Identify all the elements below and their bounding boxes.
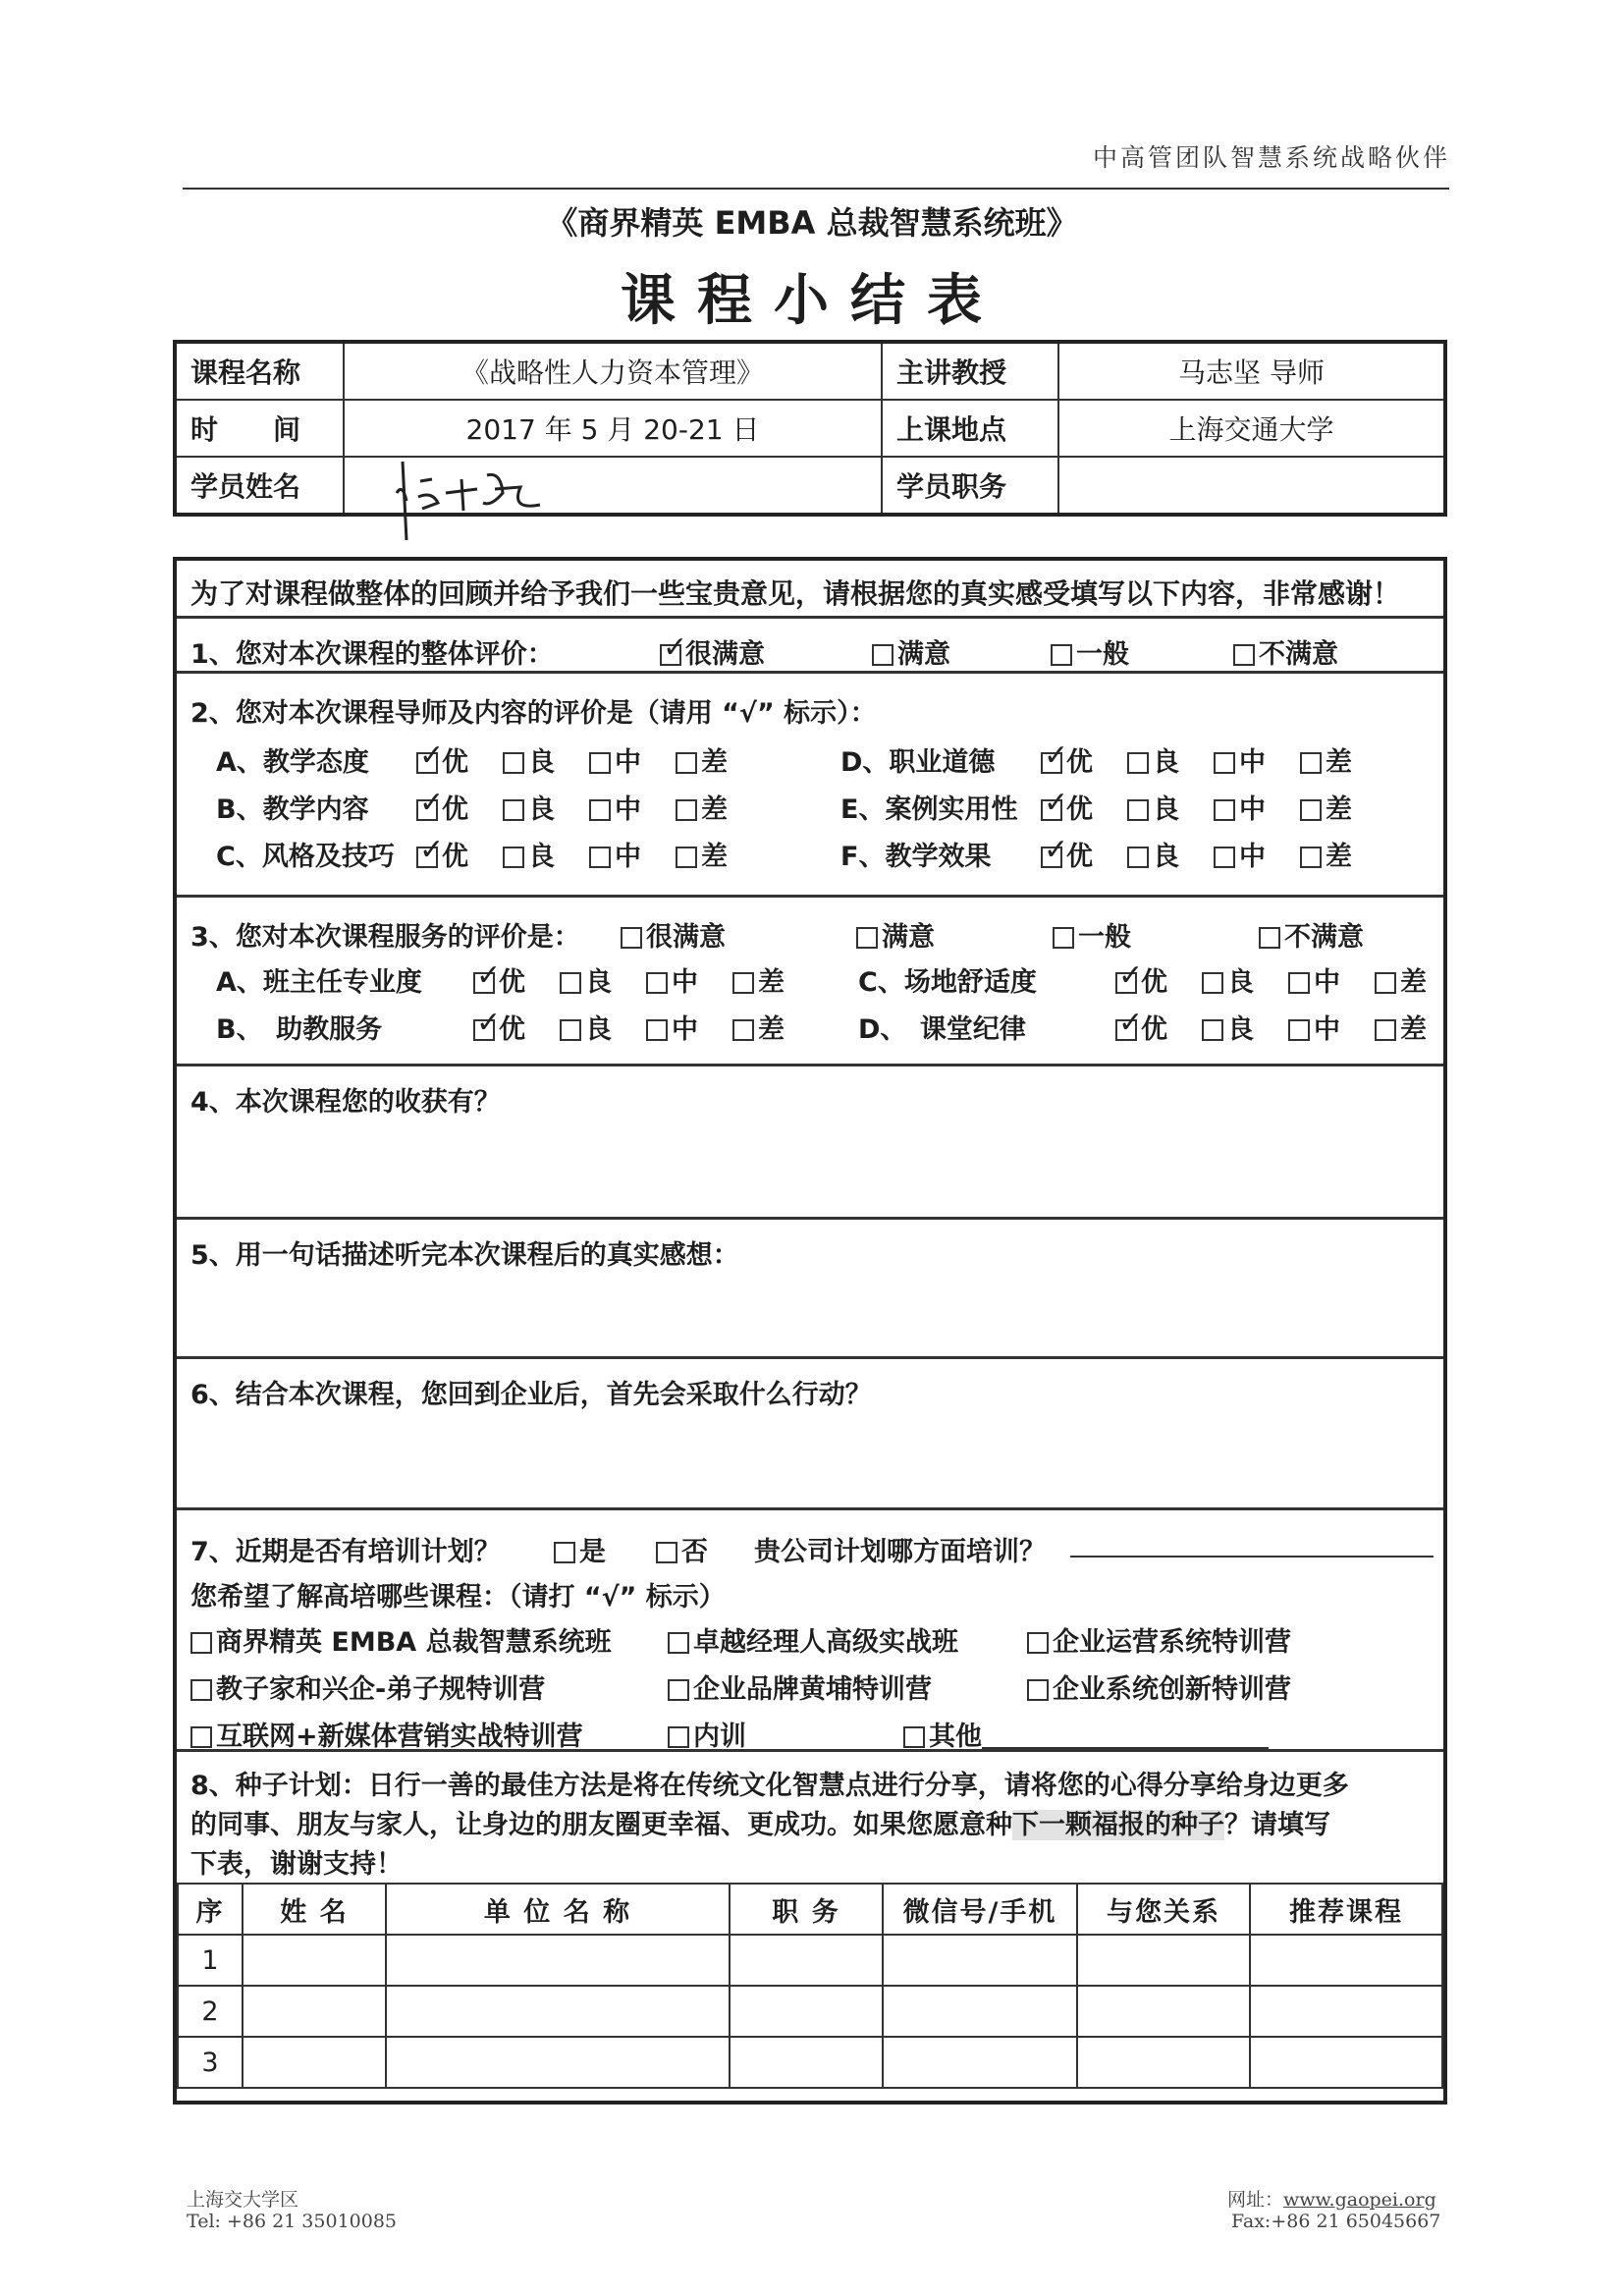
checkbox-icon[interactable] [668, 1679, 689, 1701]
footer-tel: Tel: +86 21 35010085 [187, 2211, 398, 2232]
survey-form [173, 557, 1447, 2105]
course-option[interactable]: 企业运营系统特训营 [1027, 1620, 1291, 1659]
referral-input-cell[interactable] [883, 2037, 1077, 2088]
referral-header-cell: 职 务 [730, 1884, 883, 1935]
checkbox-icon[interactable] [1127, 752, 1149, 774]
course-option[interactable]: 卓越经理人高级实战班 [668, 1620, 958, 1659]
checkbox-icon[interactable] [1300, 752, 1322, 774]
referral-input-cell[interactable] [1250, 1986, 1442, 2037]
referral-input-cell[interactable] [1250, 2037, 1442, 2088]
checkbox-icon[interactable] [676, 847, 697, 868]
q1-option-unsatisfied[interactable]: 不满意 [1233, 632, 1338, 671]
q2-grade-option[interactable]: 中 [1214, 835, 1300, 873]
checkbox-icon[interactable] [668, 1726, 689, 1748]
q7-wish-text: 您希望了解高培哪些课程：（请打 “√” 标示） [190, 1582, 726, 1613]
checkbox-checked-icon[interactable] [660, 644, 681, 666]
table-row [178, 1986, 1442, 2037]
lecturer-value: 马志坚 导师 [1058, 342, 1445, 400]
location-label: 上课地点 [882, 400, 1058, 457]
q2-grade-option[interactable]: ✓ 优 [416, 835, 503, 873]
checkbox-icon[interactable] [1127, 799, 1149, 821]
referral-input-cell[interactable] [386, 2037, 730, 2088]
q3-grade-option[interactable]: 良 [1202, 960, 1288, 999]
course-option[interactable]: 内训 [668, 1715, 746, 1753]
checkbox-icon[interactable] [676, 752, 697, 774]
q3-grade-option[interactable]: 中 [646, 1008, 732, 1046]
q2-item-label: A、教学态度 [216, 747, 369, 778]
checkbox-checked-icon[interactable] [1115, 972, 1137, 994]
student-name-label: 学员姓名 [175, 457, 344, 515]
checkbox-checked-icon[interactable] [1041, 847, 1062, 868]
q1-option-very-satisfied[interactable]: ✓ 很满意 [660, 632, 765, 671]
q7-text: 7、近期是否有培训计划？ [190, 1537, 501, 1567]
q3-item-label: D、 课堂纪律 [858, 1014, 1026, 1045]
q2-grade-option[interactable]: 中 [1214, 740, 1300, 779]
checkbox-icon[interactable] [1214, 752, 1235, 774]
q2-item-label: D、职业道德 [840, 747, 996, 778]
q8-section [177, 1749, 1443, 1880]
checkbox-icon[interactable] [676, 799, 697, 821]
checkbox-icon[interactable] [1214, 847, 1235, 868]
checkbox-icon[interactable] [872, 644, 893, 666]
q3-grade-option[interactable]: 差 [732, 960, 819, 999]
q3-grade-option[interactable]: 差 [1375, 1008, 1461, 1046]
q2-grade-option[interactable]: 差 [676, 788, 762, 826]
checkbox-icon[interactable] [856, 927, 878, 949]
q2-rating-row [840, 740, 1386, 779]
q3-grade-option[interactable]: 差 [732, 1008, 819, 1046]
q3-section [177, 895, 1443, 1066]
header-rule [183, 188, 1449, 190]
checkbox-checked-icon[interactable] [473, 1019, 495, 1041]
referral-input-cell[interactable] [386, 1935, 730, 1986]
footer-website: 网址：www.gaopei.org [1227, 2189, 1436, 2211]
other-course-field[interactable] [982, 1722, 1269, 1749]
checkbox-icon[interactable] [1288, 972, 1310, 994]
checkbox-checked-icon[interactable] [1041, 799, 1062, 821]
program-subtitle: 《商界精英 EMBA 总裁智慧系统班》 [546, 204, 1078, 242]
checkbox-icon[interactable] [1202, 1019, 1223, 1041]
table-row [178, 1935, 1442, 1986]
checkbox-icon[interactable] [621, 927, 642, 949]
checkbox-icon[interactable] [1053, 927, 1074, 949]
q7-which-field[interactable] [1070, 1530, 1434, 1560]
checkbox-icon[interactable] [1202, 972, 1223, 994]
checkbox-icon[interactable] [668, 1632, 689, 1654]
checkbox-icon[interactable] [1375, 972, 1396, 994]
checkbox-icon[interactable] [903, 1726, 925, 1748]
q6-text: 6、结合本次课程，您回到企业后，首先会采取什么行动？ [190, 1380, 872, 1410]
checkbox-icon[interactable] [656, 1542, 677, 1563]
q2-grade-option[interactable]: 良 [503, 740, 589, 779]
q4-text: 4、本次课程您的收获有？ [190, 1087, 501, 1118]
checkbox-icon[interactable] [589, 847, 611, 868]
referral-input-cell[interactable] [386, 1986, 730, 2037]
referral-input-cell[interactable] [1077, 1986, 1250, 2037]
footer-campus: 上海交大学区 [187, 2189, 299, 2211]
q2-grade-option[interactable]: 差 [1300, 740, 1386, 779]
referral-header-cell: 推荐课程 [1250, 1884, 1442, 1935]
q8-line-3: 下表，谢谢支持！ [190, 1849, 403, 1880]
website-link[interactable]: www.gaopei.org [1283, 2189, 1436, 2211]
row-number: 3 [178, 2037, 243, 2088]
q2-grade-option[interactable]: 中 [589, 835, 676, 873]
q2-rating-row [216, 740, 762, 779]
q3-grade-option[interactable]: 中 [1288, 1008, 1375, 1046]
q3-grade-option[interactable]: 差 [1375, 960, 1461, 999]
q1-option-satisfied[interactable]: 满意 [872, 632, 950, 671]
q1-option-average[interactable]: 一般 [1051, 632, 1129, 671]
course-name-value: 《战略性人力资本管理》 [344, 342, 882, 400]
checkbox-icon[interactable] [1214, 799, 1235, 821]
q2-grade-option[interactable]: ✓ 优 [1041, 835, 1127, 873]
q2-grade-option[interactable]: 差 [1300, 788, 1386, 826]
checkbox-icon[interactable] [560, 1019, 581, 1041]
q1-text: 1、您对本次课程的整体评价： [190, 639, 554, 670]
q2-rating-row [840, 835, 1386, 873]
q2-grade-option[interactable]: 良 [503, 788, 589, 826]
checkbox-icon[interactable] [1259, 927, 1280, 949]
checkbox-icon[interactable] [190, 1632, 212, 1654]
q3-option-very-satisfied[interactable]: 很满意 [621, 915, 726, 954]
checkbox-icon[interactable] [1127, 847, 1149, 868]
q2-rating-row [216, 835, 762, 873]
table-row [178, 2037, 1442, 2088]
checkbox-checked-icon[interactable] [416, 847, 438, 868]
course-option[interactable]: 企业系统创新特训营 [1027, 1667, 1291, 1706]
time-label: 时 间 [175, 400, 344, 457]
q2-grade-option[interactable]: 良 [1127, 835, 1214, 873]
q3-rating-row [216, 1008, 819, 1046]
checkbox-icon[interactable] [1300, 847, 1322, 868]
q2-section [177, 671, 1443, 898]
q8-line-1: 8、种子计划：日行一善的最佳方法是将在传统文化智慧点进行分享，请将您的心得分享给身边更多 [190, 1771, 1349, 1801]
q3-option-unsatisfied[interactable]: 不满意 [1259, 915, 1364, 954]
q3-item-label: A、班主任专业度 [216, 967, 422, 998]
referral-input-cell[interactable] [1250, 1935, 1442, 1986]
checkbox-icon[interactable] [190, 1679, 212, 1701]
q3-grade-option[interactable]: ✓ 优 [473, 960, 560, 999]
q2-grade-option[interactable]: 良 [1127, 788, 1214, 826]
referral-header-cell: 序 [178, 1884, 243, 1935]
course-option[interactable]: 教子家和兴企-弟子规特训营 [190, 1667, 545, 1706]
referral-table [177, 1883, 1443, 2089]
checkbox-icon[interactable] [1051, 644, 1072, 666]
q3-text: 3、您对本次课程服务的评价是： [190, 922, 580, 953]
q7-which-label: 贵公司计划哪方面培训？ [754, 1537, 1046, 1567]
referral-input-cell[interactable] [243, 1935, 386, 1986]
course-option[interactable]: 其他 [903, 1715, 1269, 1753]
q7-option-yes[interactable]: 是 [554, 1530, 606, 1568]
q3-option-average[interactable]: 一般 [1053, 915, 1131, 954]
checkbox-icon[interactable] [1288, 1019, 1310, 1041]
checkbox-checked-icon[interactable] [416, 799, 438, 821]
referral-input-cell[interactable] [243, 1986, 386, 2037]
q2-item-label: F、教学效果 [840, 842, 992, 872]
page-title: 课程小结表 [621, 269, 1003, 333]
q1-section [177, 616, 1443, 674]
q2-text: 2、您对本次课程导师及内容的评价是（请用 “√” 标示）： [190, 698, 877, 729]
q4-section [177, 1064, 1443, 1220]
q2-rating-row [840, 788, 1386, 826]
referral-input-cell[interactable] [1077, 2037, 1250, 2088]
q3-item-label: B、 助教服务 [216, 1014, 383, 1045]
referral-header-cell: 微信号/手机 [883, 1884, 1077, 1935]
q3-grade-option[interactable]: 良 [1202, 1008, 1288, 1046]
location-value: 上海交通大学 [1058, 400, 1445, 457]
q2-grade-option[interactable]: 差 [1300, 835, 1386, 873]
course-name-label: 课程名称 [175, 342, 344, 400]
q3-grade-option[interactable]: 良 [560, 960, 646, 999]
referral-input-cell[interactable] [883, 1935, 1077, 1986]
referral-input-cell[interactable] [730, 1986, 883, 2037]
course-option[interactable]: 商界精英 EMBA 总裁智慧系统班 [190, 1620, 612, 1659]
q3-rating-row [216, 960, 819, 999]
q3-grade-option[interactable]: 良 [560, 1008, 646, 1046]
referral-input-cell[interactable] [243, 2037, 386, 2088]
q2-grade-option[interactable]: ✓ 优 [1041, 740, 1127, 779]
checkbox-icon[interactable] [554, 1542, 575, 1563]
q3-grade-option[interactable]: ✓ 优 [1115, 1008, 1202, 1046]
checkbox-icon[interactable] [589, 752, 611, 774]
row-number: 1 [178, 1935, 243, 1986]
q2-rating-row [216, 788, 762, 826]
q2-grade-option[interactable]: ✓ 优 [416, 740, 503, 779]
referral-header-cell: 与您关系 [1077, 1884, 1250, 1935]
q5-section [177, 1217, 1443, 1359]
q3-grade-option[interactable]: 中 [1288, 960, 1375, 999]
q8-line-2: 的同事、朋友与家人，让身边的朋友圈更幸福、更成功。如果您愿意种下一颗福报的种子？请填写 [190, 1810, 1330, 1840]
referral-input-cell[interactable] [883, 1986, 1077, 2037]
q2-grade-option[interactable]: 差 [676, 835, 762, 873]
q3-rating-row [858, 960, 1461, 999]
checkbox-checked-icon[interactable] [1041, 752, 1062, 774]
checkbox-icon[interactable] [732, 1019, 754, 1041]
checkbox-icon[interactable] [1027, 1632, 1049, 1654]
q7-option-no[interactable]: 否 [656, 1530, 708, 1568]
q2-grade-option[interactable]: 良 [1127, 740, 1214, 779]
checkbox-icon[interactable] [503, 799, 524, 821]
course-info-table [173, 340, 1447, 517]
referral-input-cell[interactable] [730, 2037, 883, 2088]
footer-fax: Fax:+86 21 65045667 [1231, 2211, 1441, 2232]
checkbox-icon[interactable] [589, 799, 611, 821]
checkbox-icon[interactable] [732, 972, 754, 994]
q7-section [177, 1507, 1443, 1752]
q2-grade-option[interactable]: 中 [589, 740, 676, 779]
checkbox-icon[interactable] [1233, 644, 1255, 666]
checkbox-icon[interactable] [1027, 1679, 1049, 1701]
q3-option-satisfied[interactable]: 满意 [856, 915, 935, 954]
checkbox-checked-icon[interactable] [1115, 1019, 1137, 1041]
referral-input-cell[interactable] [1077, 1935, 1250, 1986]
q2-item-label: C、风格及技巧 [216, 842, 395, 872]
checkbox-icon[interactable] [646, 1019, 668, 1041]
checkbox-checked-icon[interactable] [416, 752, 438, 774]
q2-grade-option[interactable]: 良 [503, 835, 589, 873]
tagline: 中高管团队智慧系统战略伙伴 [1092, 143, 1450, 172]
row-number: 2 [178, 1986, 243, 2037]
checkbox-icon[interactable] [1375, 1019, 1396, 1041]
time-value: 2017 年 5 月 20-21 日 [344, 400, 882, 457]
checkbox-icon[interactable] [646, 972, 668, 994]
q3-rating-row [858, 1008, 1461, 1046]
q3-grade-option[interactable]: ✓ 优 [1115, 960, 1202, 999]
q2-item-label: B、教学内容 [216, 794, 369, 825]
student-position-label: 学员职务 [882, 457, 1058, 515]
q6-section [177, 1356, 1443, 1510]
course-option[interactable]: 互联网+新媒体营销实战特训营 [190, 1715, 583, 1753]
course-option[interactable]: 企业品牌黄埔特训营 [668, 1667, 932, 1706]
q3-item-label: C、场地舒适度 [858, 967, 1037, 998]
lecturer-label: 主讲教授 [882, 342, 1058, 400]
q2-grade-option[interactable]: 中 [589, 788, 676, 826]
student-position-field[interactable] [1058, 457, 1445, 515]
checkbox-icon[interactable] [190, 1726, 212, 1748]
q3-grade-option[interactable]: 中 [646, 960, 732, 999]
handwritten-signature [393, 454, 589, 542]
checkbox-icon[interactable] [1300, 799, 1322, 821]
checkbox-icon[interactable] [560, 972, 581, 994]
q2-grade-option[interactable]: ✓ 优 [1041, 788, 1127, 826]
checkbox-icon[interactable] [503, 752, 524, 774]
referral-input-cell[interactable] [730, 1935, 883, 1986]
checkbox-checked-icon[interactable] [473, 972, 495, 994]
referral-header-cell: 单 位 名 称 [386, 1884, 730, 1935]
survey-intro: 为了对课程做整体的回顾并给予我们一些宝贵意见，请根据您的真实感受填写以下内容，非常感谢！ [190, 577, 1401, 610]
referral-header-cell: 姓 名 [243, 1884, 386, 1935]
checkbox-icon[interactable] [503, 847, 524, 868]
q2-grade-option[interactable]: ✓ 优 [416, 788, 503, 826]
q2-item-label: E、案例实用性 [840, 794, 1018, 825]
q2-grade-option[interactable]: 差 [676, 740, 762, 779]
q5-text: 5、用一句话描述听完本次课程后的真实感想： [190, 1240, 739, 1271]
q2-grade-option[interactable]: 中 [1214, 788, 1300, 826]
q3-grade-option[interactable]: ✓ 优 [473, 1008, 560, 1046]
